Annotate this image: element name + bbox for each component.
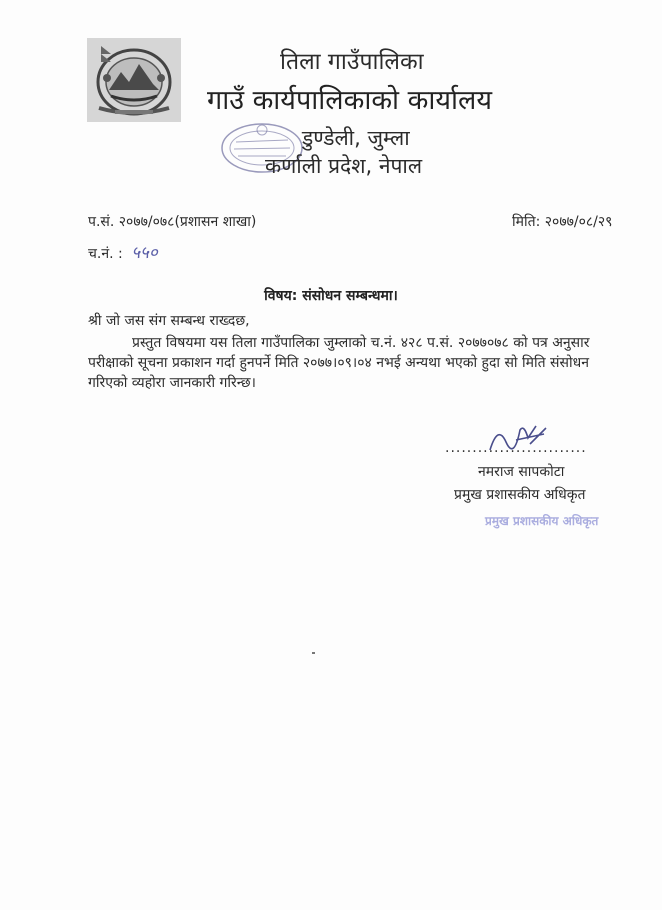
dispatch-label: च.नं. :: [88, 246, 123, 262]
title-stamp: प्रमुख प्रशासकीय अधिकृत: [485, 514, 599, 528]
signature-line: ..........................: [445, 440, 587, 456]
address-line-2: कर्णाली प्रदेश, नेपाल: [265, 154, 423, 178]
signatory-title: प्रमुख प्रशासकीय अधिकृत: [454, 487, 586, 503]
letter-date: मिति: २०७७/०८/२९: [512, 214, 613, 230]
salutation: श्री जो जस संग सम्बन्ध राख्दछ,: [88, 313, 250, 329]
address-line-1: डुण्डेली, जुम्ला: [302, 126, 410, 150]
dispatch-number: [88, 240, 158, 263]
signatory-name: नमराज सापकोटा: [478, 464, 565, 480]
letter-subject: विषय: संसोधन सम्बन्धमा।: [264, 288, 398, 304]
body-line-1: प्रस्तुत विषयमा यस तिला गाउँपालिका जुम्लाको च.नं. ४२८ प.सं. २०७७०७८ को पत्र अनुसार: [132, 335, 590, 351]
stray-mark: [312, 652, 315, 654]
dispatch-number-handwritten: ५५०: [131, 243, 158, 263]
municipality-name: तिला गाउँपालिका: [280, 49, 424, 75]
body-line-3: गरिएको व्यहोरा जानकारी गरिन्छ।: [88, 375, 256, 391]
body-line-2: परीक्षाको सूचना प्रकाशन गर्दा हुनपर्ने मिति २०७७।०९।०४ नभई अन्यथा भएको हुदा सो मिति संसोधन: [88, 355, 589, 371]
reference-number: प.सं. २०७७/०७८(प्रशासन शाखा): [88, 214, 257, 230]
nepal-emblem-icon: [87, 38, 181, 122]
office-name: गाउँ कार्यपालिकाको कार्यालय: [207, 85, 492, 116]
